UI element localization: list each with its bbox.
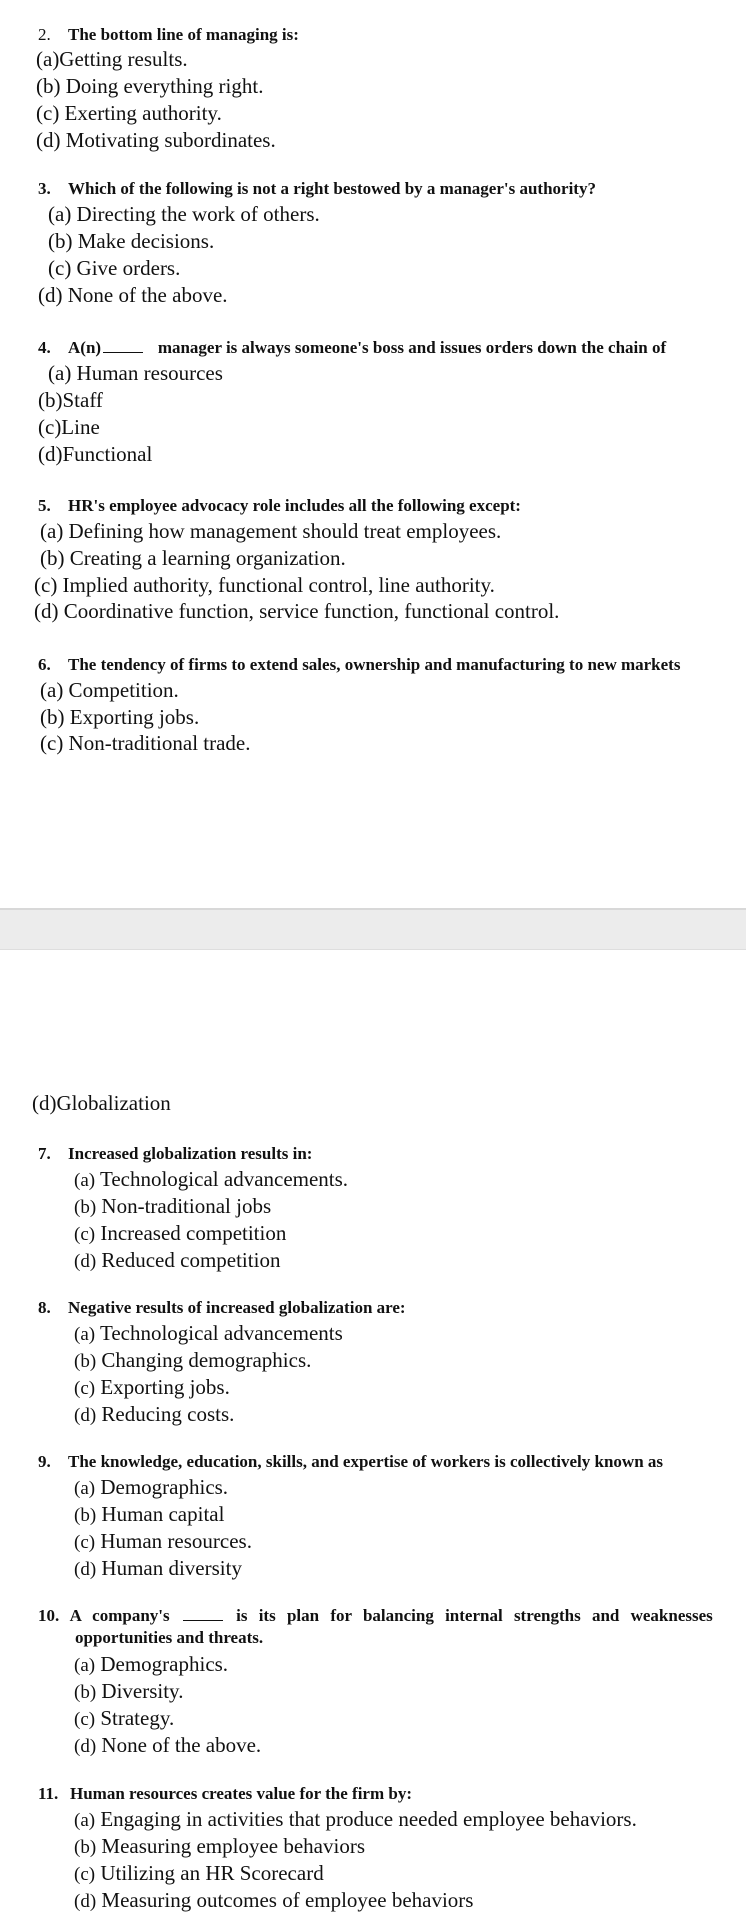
option-label: (c)	[74, 1864, 96, 1885]
option-text: None of the above.	[101, 1733, 262, 1757]
option-a: (a) Directing the work of others.	[48, 202, 320, 226]
option-d	[74, 1247, 280, 1275]
option-text: Human resources.	[100, 1529, 252, 1553]
option-text: Utilizing an HR Scorecard	[100, 1861, 324, 1885]
option-text: Changing demographics.	[101, 1348, 312, 1372]
option-b: (b) Exporting jobs.	[40, 705, 200, 729]
option-label: (d)	[74, 1736, 97, 1757]
option-label: (b)	[74, 1197, 97, 1218]
option-b: (b)Staff	[38, 388, 103, 412]
option-b: (b) Creating a learning organization.	[40, 546, 346, 570]
question-number: 10.	[38, 1606, 60, 1625]
question-number: 3.	[38, 179, 51, 198]
option-c: (c) Implied authority, functional control, line authority.	[34, 573, 495, 597]
question-stem	[38, 654, 680, 676]
option-text: Non-traditional jobs	[101, 1194, 272, 1218]
option-label: (c)	[74, 1378, 96, 1399]
option-a	[74, 1320, 343, 1348]
document-page-bottom	[0, 950, 746, 1920]
option-text: Technological advancements	[99, 1321, 343, 1345]
option-b	[74, 1678, 183, 1706]
question-number: 7.	[38, 1144, 51, 1163]
option-a: (a) Defining how management should treat employees.	[40, 519, 502, 543]
option-b: (b) Doing everything right.	[36, 74, 264, 98]
option-text: Measuring employee behaviors	[101, 1834, 365, 1858]
option-label: (d)	[74, 1559, 97, 1580]
fill-in-blank	[183, 1605, 223, 1621]
option-label: (c)	[74, 1532, 96, 1553]
option-b	[74, 1501, 224, 1529]
question-stem	[38, 1605, 746, 1649]
question-number: 11.	[38, 1784, 59, 1803]
option-label: (c)	[74, 1224, 96, 1245]
option-label: (b)	[74, 1682, 97, 1703]
option-b	[74, 1347, 311, 1375]
option-b	[74, 1193, 271, 1221]
option-text: Engaging in activities that produce needed employee behaviors.	[100, 1807, 637, 1831]
option-c	[74, 1374, 230, 1402]
question-text-pre: A company's	[69, 1606, 170, 1625]
option-a: (a) Competition.	[40, 678, 179, 702]
option-text: Human capital	[101, 1502, 225, 1526]
fill-in-blank	[103, 337, 143, 353]
option-label: (d)	[74, 1891, 97, 1912]
option-text: Demographics.	[100, 1652, 229, 1676]
option-c	[74, 1705, 174, 1733]
option-a	[74, 1166, 348, 1194]
document-page-top	[0, 0, 746, 908]
question-number: 4.	[38, 338, 51, 357]
question-text: Human resources creates value for the firm by:	[70, 1784, 412, 1803]
question-text: The knowledge, education, skills, and expertise of workers is collectively known as	[68, 1452, 664, 1471]
option-label: (d)	[74, 1405, 97, 1426]
question-text: Increased globalization results in:	[68, 1144, 313, 1163]
option-a	[74, 1806, 637, 1834]
option-a: (a)Getting results.	[36, 47, 188, 71]
question-text: The bottom line of managing is:	[68, 25, 299, 44]
option-text: Strategy.	[100, 1706, 175, 1730]
option-label: (b)	[74, 1351, 97, 1372]
question-text: Which of the following is not a right bestowed by a manager's authority?	[68, 179, 596, 198]
option-a	[74, 1651, 228, 1679]
option-label: (a)	[74, 1810, 96, 1831]
carryover-option-d: (d)Globalization	[32, 1091, 171, 1115]
question-text-line2: opportunities and threats.	[75, 1628, 264, 1647]
question-text: HR's employee advocacy role includes all the following except:	[68, 496, 521, 515]
option-text: Reduced competition	[101, 1248, 281, 1272]
option-d	[74, 1401, 234, 1429]
question-text: The tendency of firms to extend sales, ownership and manufacturing to new markets	[68, 655, 681, 674]
option-c	[74, 1220, 286, 1248]
option-b: (b) Make decisions.	[48, 229, 215, 253]
question-stem	[38, 1783, 412, 1805]
option-d: (d) Coordinative function, service function, functional control.	[34, 599, 560, 623]
option-c: (c) Non-traditional trade.	[40, 731, 251, 755]
option-c: (c) Exerting authority.	[36, 101, 222, 125]
option-d	[74, 1887, 473, 1915]
question-stem	[38, 495, 521, 517]
option-c: (c) Give orders.	[48, 256, 181, 280]
option-text: Diversity.	[101, 1679, 184, 1703]
question-number: 9.	[38, 1452, 51, 1471]
option-d	[74, 1555, 242, 1583]
option-text: Human diversity	[101, 1556, 242, 1580]
question-number: 2.	[38, 25, 51, 44]
option-text: Demographics.	[100, 1475, 229, 1499]
option-d: (d) Motivating subordinates.	[36, 128, 276, 152]
option-label: (b)	[74, 1837, 97, 1858]
page-separator	[0, 908, 746, 950]
question-number: 6.	[38, 655, 51, 674]
question-number: 5.	[38, 496, 51, 515]
option-text: Reducing costs.	[101, 1402, 235, 1426]
option-label: (a)	[74, 1655, 96, 1676]
question-stem	[38, 24, 299, 46]
question-stem	[38, 1297, 406, 1319]
option-d: (d) None of the above.	[38, 283, 228, 307]
option-text: Exporting jobs.	[100, 1375, 230, 1399]
question-stem	[38, 1143, 312, 1165]
question-text-pre: A(n)	[68, 338, 102, 357]
option-d	[74, 1732, 261, 1760]
option-c: (c)Line	[38, 415, 100, 439]
option-label: (a)	[74, 1170, 96, 1191]
option-label: (d)	[74, 1251, 97, 1272]
question-number: 8.	[38, 1298, 51, 1317]
option-label: (a)	[74, 1324, 96, 1345]
question-text-post: manager is always someone's boss and issues orders down the chain of	[157, 338, 667, 357]
option-text: Increased competition	[100, 1221, 287, 1245]
option-a: (a) Human resources	[48, 361, 223, 385]
option-c	[74, 1860, 324, 1888]
question-text: Negative results of increased globalization are:	[68, 1298, 406, 1317]
option-label: (a)	[74, 1478, 96, 1499]
option-label: (c)	[74, 1709, 96, 1730]
option-b	[74, 1833, 365, 1861]
option-c	[74, 1528, 252, 1556]
option-d: (d)Functional	[38, 442, 153, 466]
option-text: Technological advancements.	[99, 1167, 349, 1191]
option-text: Measuring outcomes of employee behaviors	[101, 1888, 474, 1912]
question-stem	[38, 1451, 663, 1473]
option-a	[74, 1474, 228, 1502]
question-stem	[38, 178, 596, 200]
question-stem	[38, 337, 666, 359]
question-text-post: is its plan for balancing internal strengths and weaknesses	[236, 1606, 713, 1625]
option-label: (b)	[74, 1505, 97, 1526]
